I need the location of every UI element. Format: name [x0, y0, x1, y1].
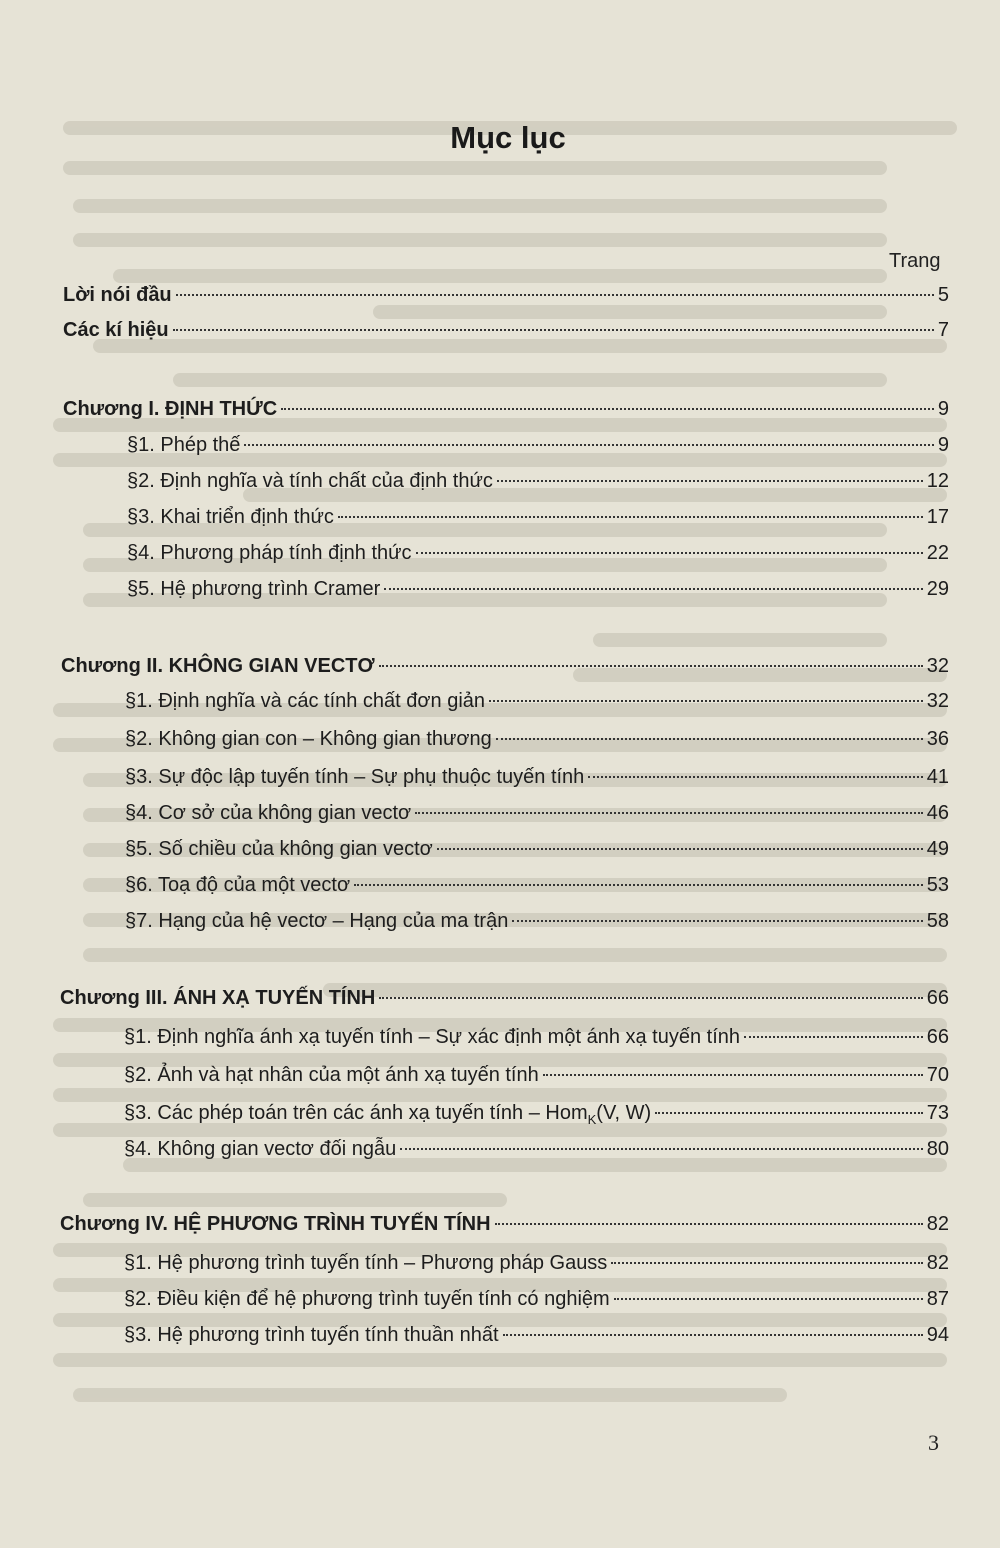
toc-entry-page: 41 [926, 766, 949, 788]
toc-entry-label: §4. Không gian vectơ đối ngẫu [124, 1138, 397, 1160]
toc-entry-page: 66 [926, 1026, 949, 1048]
dot-leader [173, 329, 934, 331]
toc-entry-label: §1. Phép thế [127, 434, 241, 456]
toc-entry-page: 58 [926, 910, 949, 932]
toc-entry-page: 53 [926, 874, 949, 896]
toc-entry-label: §1. Định nghĩa và các tính chất đơn giản [125, 690, 486, 712]
toc-section [124, 1064, 949, 1094]
toc-entry-page: 5 [937, 284, 949, 306]
page-column-header: Trang [889, 250, 941, 272]
toc-section [124, 1252, 949, 1282]
toc-entry-notation [63, 319, 949, 349]
toc-entry-label: §5. Số chiều của không gian vectơ [125, 838, 433, 860]
toc-entry-label: Các kí hiệu [63, 319, 169, 341]
dot-leader [503, 1334, 923, 1336]
page-title: Mục lục [450, 120, 566, 155]
toc-section [127, 470, 949, 500]
toc-chapter-1 [63, 398, 949, 428]
toc-entry-page: 70 [926, 1064, 949, 1086]
toc-entry-page: 49 [926, 838, 949, 860]
toc-entry-page: 87 [926, 1288, 949, 1310]
toc-entry-label [124, 1102, 651, 1127]
toc-section [124, 1288, 949, 1318]
toc-entry-page: 7 [937, 319, 949, 341]
dot-leader [495, 1223, 923, 1225]
toc-section [125, 874, 949, 904]
dot-leader [614, 1298, 923, 1300]
toc-chapter-4 [60, 1213, 949, 1243]
dot-leader [655, 1112, 923, 1114]
toc-entry-label: Chương I. ĐỊNH THỨC [63, 398, 278, 420]
toc-entry-label: §2. Ảnh và hạt nhân của một ánh xạ tuyến tính [124, 1064, 539, 1086]
toc-entry-label: §4. Phương pháp tính định thức [127, 542, 412, 564]
toc-chapter-3 [60, 987, 949, 1017]
toc-section [125, 766, 949, 796]
toc-entry-page: 94 [926, 1324, 949, 1346]
dot-leader [338, 516, 923, 518]
dot-leader [379, 665, 923, 667]
dot-leader [281, 408, 934, 410]
dot-leader [244, 444, 933, 446]
toc-entry-page: 82 [926, 1213, 949, 1235]
dot-leader [489, 700, 923, 702]
toc-entry-label: Chương II. KHÔNG GIAN VECTƠ [61, 655, 375, 677]
toc-entry-label: §4. Cơ sở của không gian vectơ [125, 802, 412, 824]
toc-entry-page: 32 [926, 690, 949, 712]
toc-entry-label: §5. Hệ phương trình Cramer [127, 578, 381, 600]
dot-leader [400, 1148, 923, 1150]
toc-entry-page: 46 [926, 802, 949, 824]
toc-entry-page: 29 [926, 578, 949, 600]
toc-entry-label: §2. Định nghĩa và tính chất của định thức [127, 470, 493, 492]
dot-leader [611, 1262, 922, 1264]
toc-chapter-2 [61, 655, 949, 685]
toc-entry-page: 9 [937, 434, 949, 456]
dot-leader [512, 920, 922, 922]
dot-leader [588, 776, 922, 778]
dot-leader [379, 997, 922, 999]
toc-section [124, 1138, 949, 1168]
toc-entry-label: Chương IV. HỆ PHƯƠNG TRÌNH TUYẾN TÍNH [60, 1213, 491, 1235]
dot-leader [497, 480, 923, 482]
toc-entry-label: §1. Định nghĩa ánh xạ tuyến tính – Sự xác định một ánh xạ tuyến tính [124, 1026, 741, 1048]
dot-leader [176, 294, 934, 296]
toc-entry-page: 80 [926, 1138, 949, 1160]
toc-entry-page: 82 [926, 1252, 949, 1274]
toc-entry-label: §3. Hệ phương trình tuyến tính thuần nhất [124, 1324, 499, 1346]
toc-section [127, 578, 949, 608]
toc-section [124, 1026, 949, 1056]
toc-entry-label: §1. Hệ phương trình tuyến tính – Phương pháp Gauss [124, 1252, 608, 1274]
toc-entry-label: §2. Không gian con – Không gian thương [125, 728, 492, 750]
dot-leader [543, 1074, 923, 1076]
dot-leader [384, 588, 922, 590]
toc-entry-label: §6. Toạ độ của một vectơ [125, 874, 351, 896]
toc-section [127, 542, 949, 572]
toc-section-hom [124, 1102, 949, 1132]
toc-section [124, 1324, 949, 1354]
toc-entry-label: Chương III. ÁNH XẠ TUYẾN TÍNH [60, 987, 376, 1009]
dot-leader [415, 812, 923, 814]
toc-entry-label: §2. Điều kiện để hệ phương trình tuyến tính có nghiệm [124, 1288, 610, 1310]
toc-entry-label: §3. Sự độc lập tuyến tính – Sự phụ thuộc tuyến tính [125, 766, 585, 788]
toc-entry-label: §3. Khai triển định thức [127, 506, 334, 528]
toc-section [127, 434, 949, 464]
toc-entry-page: 9 [937, 398, 949, 420]
toc-entry-page: 22 [926, 542, 949, 564]
toc-entry-label-tail: (V, W) [596, 1102, 652, 1124]
dot-leader [496, 738, 923, 740]
dot-leader [744, 1036, 923, 1038]
toc-section [125, 910, 949, 940]
dot-leader [416, 552, 923, 554]
toc-entry-page: 66 [926, 987, 949, 1009]
page-number: 3 [928, 1430, 939, 1455]
toc-section [125, 728, 949, 758]
toc-entry-page: 17 [926, 506, 949, 528]
toc-section [125, 838, 949, 868]
dot-leader [437, 848, 923, 850]
toc-entry-label-main: §3. Các phép toán trên các ánh xạ tuyến tính – Hom [124, 1102, 588, 1124]
toc-entry-label: §7. Hạng của hệ vectơ – Hạng của ma trận [125, 910, 509, 932]
toc-entry-preface [63, 284, 949, 314]
toc-entry-page: 36 [926, 728, 949, 750]
toc-entry-page: 73 [926, 1102, 949, 1124]
toc-section [125, 802, 949, 832]
toc-entry-page: 12 [926, 470, 949, 492]
subscript-k: K [587, 1112, 597, 1127]
toc-section [125, 690, 949, 720]
toc-entry-label: Lời nói đầu [63, 284, 172, 306]
toc-section [127, 506, 949, 536]
dot-leader [354, 884, 923, 886]
toc-entry-page: 32 [926, 655, 949, 677]
